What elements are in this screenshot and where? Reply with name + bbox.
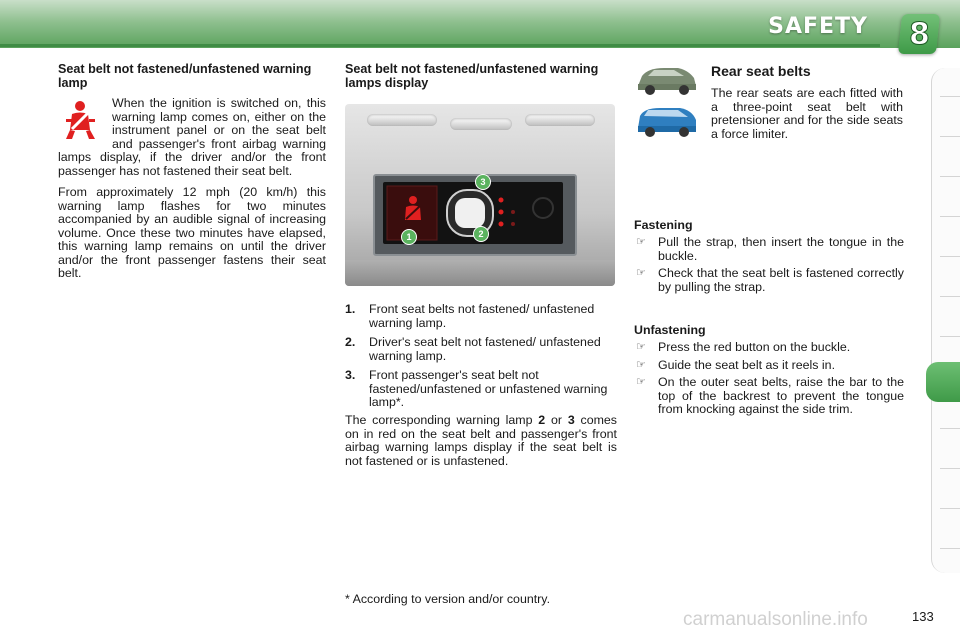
pointing-hand-icon: ☞: [636, 267, 646, 279]
chapter-tab[interactable]: [940, 428, 960, 429]
chapter-tab[interactable]: [940, 336, 960, 337]
chapter-number: 8: [908, 16, 930, 52]
legend-item: 1. Front seat belts not fastened/ unfastened warning lamp.: [345, 302, 595, 330]
fastening-list: [634, 236, 904, 298]
chapter-tab[interactable]: [940, 136, 960, 137]
fastening-heading: Fastening: [634, 218, 693, 232]
chapter-tab[interactable]: [940, 548, 960, 549]
dashboard-vent: [525, 114, 595, 126]
pointing-hand-icon: ☞: [636, 376, 646, 388]
seat-belt-warning-section: [58, 63, 326, 281]
hatchback-car-icon: [634, 62, 700, 98]
section-heading: Seat belt not fastened/unfastened warning lamps display: [345, 62, 599, 90]
chapter-tab-strip: [931, 68, 960, 573]
list-item: ☞ Pull the strap, then insert the tongue in the buckle.: [636, 235, 904, 263]
unfastening-heading: Unfastening: [634, 323, 706, 337]
seat-belt-warning-icon: [58, 97, 106, 143]
chapter-tab[interactable]: [940, 96, 960, 97]
dashboard-vent: [367, 114, 437, 126]
chapter-tab[interactable]: [940, 176, 960, 177]
callout-1: 1: [401, 229, 417, 245]
legend-item: 2. Driver's seat belt not fastened/ unfastened warning lamp.: [345, 335, 601, 363]
warning-display-section: [345, 63, 617, 90]
dashboard-illustration: [345, 104, 615, 286]
corresponding-lamp-note: The corresponding warning lamp 2 or 3 comes on in red on the seat belt and passenger's front airbag warning lamps display if the seat belt is not fastened or is unfastened.: [345, 413, 618, 468]
rear-seat-belts-heading: Rear seat belts: [711, 63, 811, 79]
pointing-hand-icon: ☞: [636, 341, 646, 353]
list-item: ☞ Press the red button on the buckle.: [636, 340, 851, 354]
dashboard-lower-trim: [345, 260, 615, 286]
chapter-tab[interactable]: [940, 256, 960, 257]
chapter-tab[interactable]: [940, 216, 960, 217]
chapter-tab-active[interactable]: [926, 362, 960, 402]
list-item: ☞ On the outer seat belts, raise the bar to the top of the backrest to prevent the tongue from knocking against the side trim.: [636, 375, 904, 416]
list-item: ☞ Check that the seat belt is fastened correctly by pulling the strap.: [636, 266, 904, 294]
chapter-badge: [898, 14, 940, 54]
legend-item: 3. Front passenger's seat belt not fastened/unfastened or unfastened warning lamp*.: [345, 368, 608, 409]
dashboard-vent: [450, 118, 512, 130]
warning-lamps-panel: [373, 174, 577, 256]
rear-seat-belts-intro: The rear seats are each fitted with a three-point seat belt with pretensioner and for the side seats a force limiter.: [711, 86, 903, 141]
unfastening-list: [634, 341, 904, 421]
footnote: * According to version and/or country.: [345, 592, 551, 606]
callout-legend: [345, 303, 617, 416]
minivan-car-icon: [634, 104, 700, 140]
chapter-tab[interactable]: [940, 508, 960, 509]
callout-2: 2: [473, 226, 489, 242]
section-title: SAFETY: [768, 14, 868, 39]
list-item: ☞ Guide the seat belt as it reels in.: [636, 357, 836, 372]
warning-lamp-description: When the ignition is switched on, this warning lamp comes on, either on the instrument panel or on the seat belt and passenger's front airbag warning lamps display, if the driver and/or the front passenger has not fastened their seat belt.: [58, 96, 326, 178]
pointing-hand-icon: ☞: [636, 236, 646, 248]
warning-lamp-flashing-description: From approximately 12 mph (20 km/h) this warning lamp flashes for two minutes accompanied by an audible signal of increasing volume. Once these two minutes have elapsed, this warning lamp remains on until the driver and/or the front passenger fastens their seat belt.: [58, 185, 326, 280]
section-heading: Seat belt not fastened/unfastened warning lamp: [58, 62, 312, 90]
watermark: carmanualsonline.info: [683, 609, 868, 630]
header-rule: [0, 44, 880, 47]
pointing-hand-icon: ☞: [636, 358, 646, 371]
chapter-tab[interactable]: [940, 468, 960, 469]
chapter-tab[interactable]: [940, 296, 960, 297]
callout-3: 3: [475, 174, 491, 190]
page-number: 133: [912, 609, 934, 624]
